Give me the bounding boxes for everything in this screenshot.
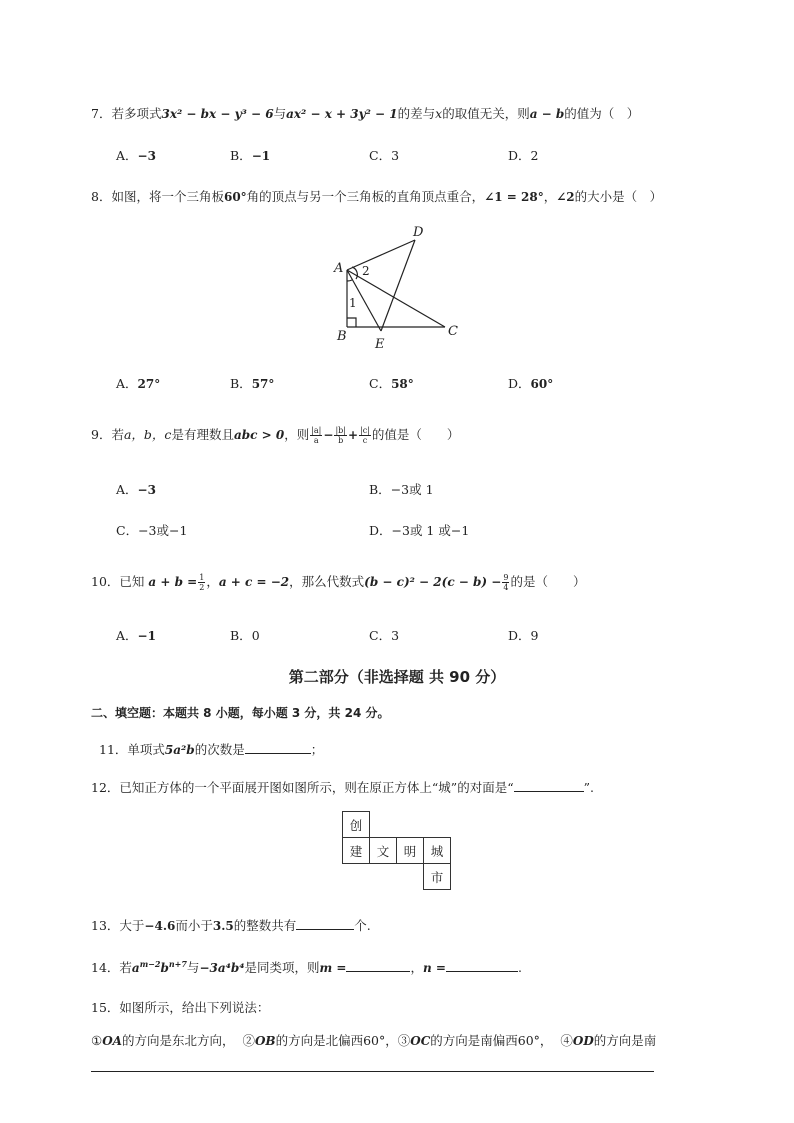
statement-2: ②OB的方向是北偏西60°， bbox=[242, 1033, 398, 1048]
q8-option-c[interactable]: C．58° bbox=[369, 376, 414, 391]
q7-option-c[interactable]: C．3 bbox=[369, 148, 400, 163]
q11-answer-blank[interactable] bbox=[245, 741, 311, 754]
statement-3: ③OC的方向是南偏西60°， bbox=[397, 1033, 553, 1048]
question-8-stem: 8．如图，将一个三角板60°角的顶点与另一个三角板的直角顶点重合，∠1 = 28°，∠2的大小是（ ） bbox=[91, 189, 663, 204]
vertex-d-label: D bbox=[413, 225, 424, 240]
triangle-figure bbox=[330, 220, 465, 355]
fraction-abs-a: $\frac{|a|}{a}$ bbox=[311, 426, 322, 445]
question-13: 13．大于−4.6而小于3.5的整数共有 个. bbox=[91, 918, 371, 933]
angle-1-label: 1 bbox=[349, 296, 357, 310]
question-12: 12．已知正方体的一个平面展开图如图所示，则在原正方体上“城”的对面是“ ”. bbox=[91, 780, 594, 795]
part-two-title: 第二部分（非选择题 共 90 分） bbox=[288, 668, 506, 686]
q8-option-d[interactable]: D．60° bbox=[508, 376, 554, 391]
question-9-stem: 9．若a，b，c是有理数且abc > 0，则 $\frac{|a|}{a}$ − $\frac{|b|}{b}$ + $\frac{|c|}{c}$ 的值是（ ） bbox=[91, 426, 460, 445]
vertex-e-label: E bbox=[375, 337, 385, 352]
q7-option-b[interactable]: B．−1 bbox=[230, 148, 271, 163]
fraction-abs-c: $\frac{|c|}{c}$ bbox=[360, 426, 370, 445]
q9-option-a[interactable]: A．−3 bbox=[116, 482, 156, 497]
question-15-stem: 15．如图所示，给出下列说法： bbox=[91, 1000, 270, 1015]
net-cell-cheng: 城 bbox=[424, 838, 451, 864]
segment-de bbox=[381, 240, 415, 331]
question-10-stem: 10．已知 a + b = $\frac{1}{2}$ ，a + c = −2，那么代数式(b − c)² − 2(c − b) − $\frac{9}{4}$ 的是（ ） bbox=[91, 573, 586, 592]
net-cell-shi: 市 bbox=[424, 864, 451, 890]
q7-option-a[interactable]: A．−3 bbox=[116, 148, 156, 163]
question-15-statements bbox=[91, 1031, 656, 1049]
segment-ac bbox=[347, 270, 445, 327]
footer-rule bbox=[91, 1071, 654, 1072]
cube-net bbox=[342, 811, 451, 890]
fraction-nine-quarters: $\frac{9}{4}$ bbox=[503, 573, 509, 592]
q9-option-c[interactable]: C．−3或−1 bbox=[116, 523, 188, 538]
statement-1: ①OA的方向是东北方向， bbox=[91, 1033, 235, 1048]
q10-option-d[interactable]: D．9 bbox=[508, 628, 539, 643]
q8-option-b[interactable]: B．57° bbox=[230, 376, 275, 391]
q14-m-blank[interactable] bbox=[346, 959, 410, 972]
q10-option-b[interactable]: B．0 bbox=[230, 628, 260, 643]
q14-n-blank[interactable] bbox=[446, 959, 518, 972]
q13-answer-blank[interactable] bbox=[296, 917, 354, 930]
question-11: 11．单项式5a²b的次数是 ； bbox=[99, 742, 324, 757]
vertex-a-label: A bbox=[334, 261, 344, 276]
right-angle-mark bbox=[347, 318, 356, 327]
q12-answer-blank[interactable] bbox=[514, 779, 584, 792]
statement-4: ④OD的方向是南 bbox=[560, 1033, 657, 1048]
segment-ad bbox=[347, 240, 415, 270]
polynomial-2: ax² − x + 3y² − 1 bbox=[286, 107, 398, 121]
angle-1-arc bbox=[347, 280, 352, 281]
q10-option-a[interactable]: A．−1 bbox=[116, 628, 156, 643]
vertex-b-label: B bbox=[337, 329, 347, 344]
question-14: 14．若$a^{m-2}b^{n+7}$与−3a⁴b⁴是同类项，则m = ，n = . bbox=[91, 958, 522, 975]
net-cell-ming: 明 bbox=[397, 838, 424, 864]
q9-option-d[interactable]: D．−3或 1 或−1 bbox=[369, 523, 470, 538]
angle-2-label: 2 bbox=[362, 264, 370, 278]
fraction-one-half: $\frac{1}{2}$ bbox=[199, 573, 205, 592]
fraction-abs-b: $\frac{|b|}{b}$ bbox=[335, 426, 346, 445]
question-7-stem: 7．若多项式3x² − bx − y³ − 6与ax² − x + 3y² − 1的差与x的取值无关，则a − b的值为（ ） bbox=[91, 106, 640, 121]
q8-option-a[interactable]: A．27° bbox=[116, 376, 161, 391]
fill-in-section-header: 二、填空题：本题共 8 小题，每小题 3 分，共 24 分。 bbox=[91, 706, 390, 720]
net-cell-jian: 建 bbox=[343, 838, 370, 864]
q7-option-d[interactable]: D．2 bbox=[508, 148, 539, 163]
q10-option-c[interactable]: C．3 bbox=[369, 628, 400, 643]
vertex-c-label: C bbox=[448, 324, 458, 339]
q9-option-b[interactable]: B．−3或 1 bbox=[369, 482, 434, 497]
polynomial-1: 3x² − bx − y³ − 6 bbox=[161, 107, 274, 121]
net-cell-chuang: 创 bbox=[343, 812, 370, 838]
net-cell-wen: 文 bbox=[370, 838, 397, 864]
